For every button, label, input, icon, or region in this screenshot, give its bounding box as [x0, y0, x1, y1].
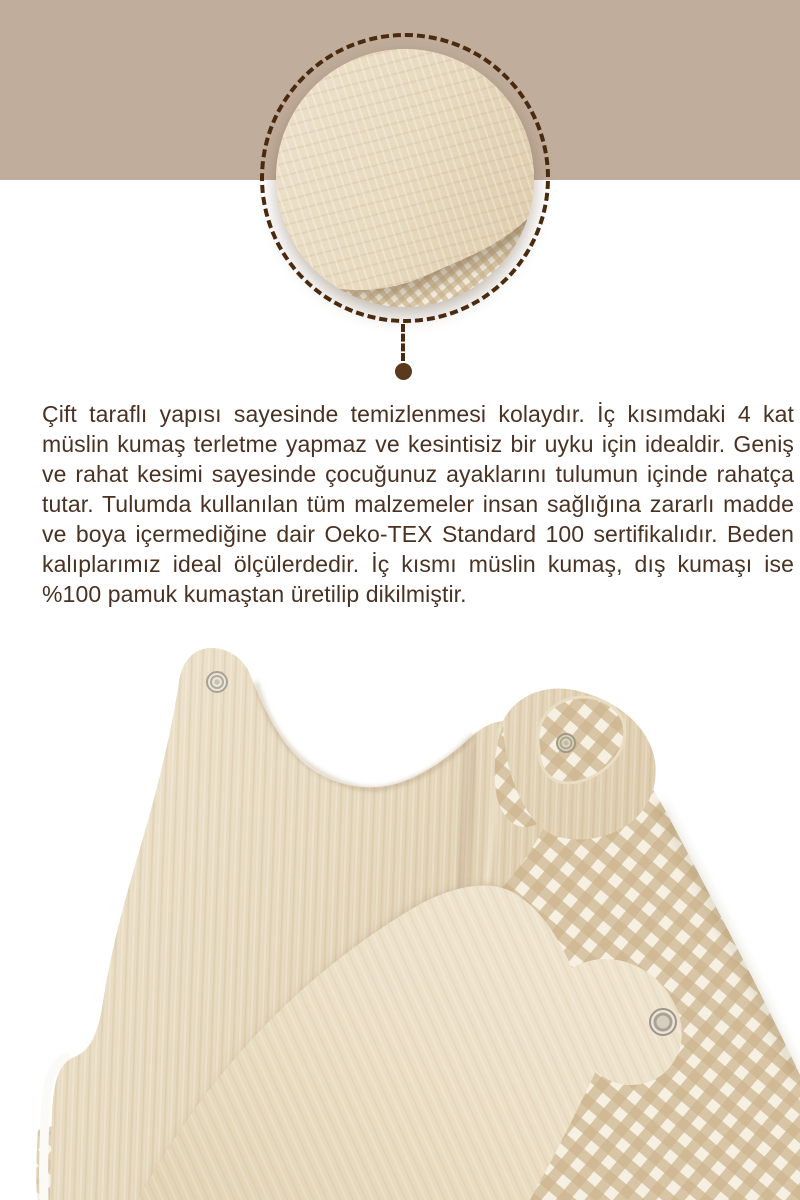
muslin-fabric-swatch: [276, 49, 534, 307]
product-description: Çift taraflı yapısı sayesinde temizlenmesi kolaydır. İç kısımdaki 4 kat müslin kumaş terletme yapmaz ve kesintisiz bir uyku için idealdir. Geniş ve rahat kesimi sayesinde çocuğunuz ayaklarını tulumun içinde rahatça tutar. Tulumda kullanılan tüm malzemeler insan sağlığına zararlı madde ve boya içermediğine dair Oeko-TEX Standard 100 sertifikalıdır. Beden kalıplarımız ideal ölçülerdedir. İç kısmı müslin kumaş, dış kumaşı ise %100 pamuk kumaştan üretilip dikilmiştir.: [42, 401, 794, 607]
snap-button-side: [650, 1009, 676, 1035]
snap-button-tab: [557, 734, 575, 752]
dashed-connector-line: [401, 324, 405, 361]
connector-dot: [395, 363, 412, 380]
fabric-closeup-photo: [276, 49, 534, 307]
snap-button-left-strap: [207, 672, 227, 692]
sleeping-bag-illustration: [0, 630, 800, 1200]
fabric-detail-circle: [260, 33, 550, 323]
product-photo: [0, 630, 800, 1200]
